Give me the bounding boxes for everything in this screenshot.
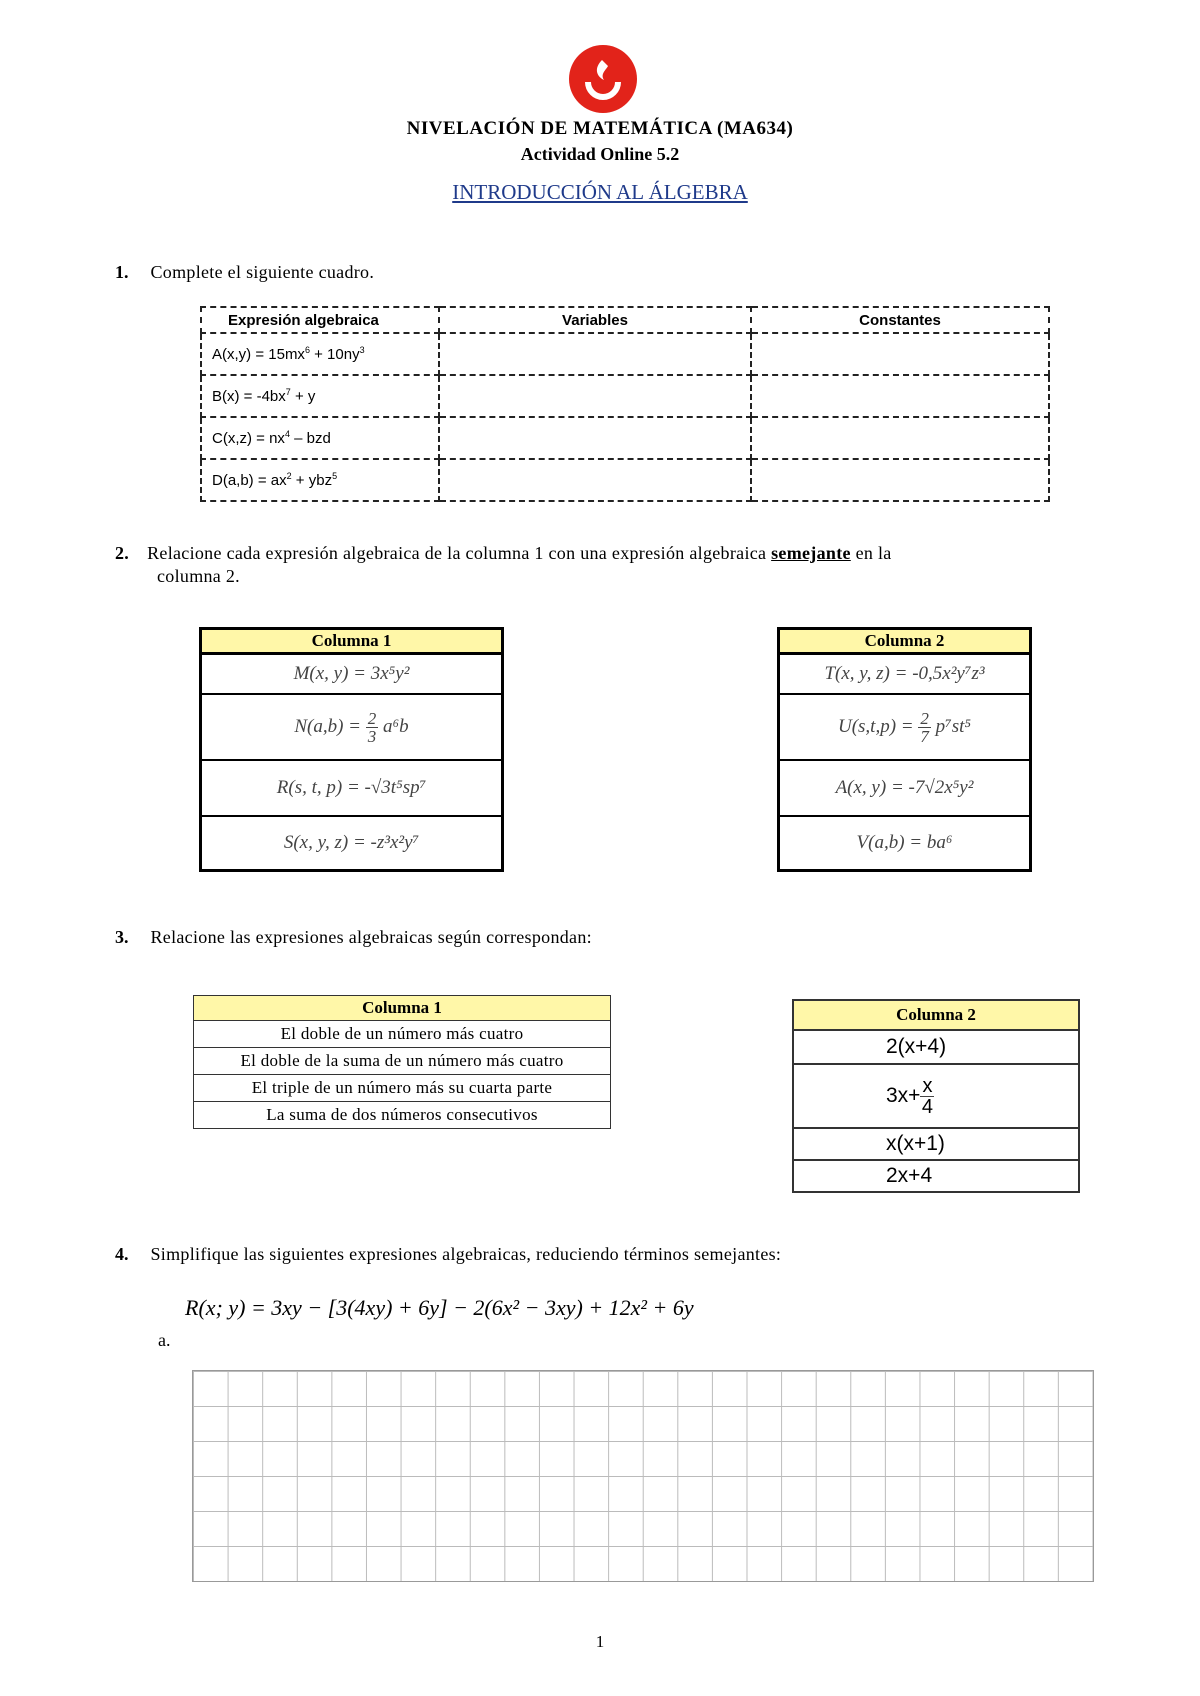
expression-cell[interactable]: 3x+ $\frac{x}{4}$ — [793, 1064, 1079, 1128]
expression-cell: $C(x,z) = nx^4$ – bzd — [201, 417, 439, 459]
expression-cell[interactable]: V(a,b) = ba⁶ — [779, 816, 1031, 871]
phrase-cell[interactable]: El triple de un número más su cuarta parte — [194, 1075, 611, 1102]
table-header: Columna 1 — [201, 629, 503, 654]
question-2: 2. Relacione cada expresión algebraica de la columna 1 con una expresión algebraica semejante en la columna 2. — [115, 543, 1090, 587]
expression-cell[interactable]: 2(x+4) — [793, 1030, 1079, 1064]
phrase-cell[interactable]: El doble de un número más cuatro — [194, 1021, 611, 1048]
phrase-cell[interactable]: El doble de la suma de un número más cuatro — [194, 1048, 611, 1075]
emphasis-word: semejante — [771, 543, 851, 563]
table-header: Constantes — [751, 307, 1049, 333]
question-4 — [115, 1244, 781, 1265]
university-logo — [568, 44, 638, 114]
page-number: 1 — [595, 1632, 605, 1651]
column-2-table — [792, 999, 1080, 1193]
question-number: 3. — [115, 927, 129, 947]
table-header-row — [201, 307, 1049, 333]
expression-cell[interactable]: N(a,b) = $\frac{2}{3}$ a⁶b — [201, 694, 503, 760]
expression-r: R(x; y) = 3xy − [3(4xy) + 6y] − 2(6x² − 3xy) + 12x² + 6y — [185, 1295, 694, 1320]
question-text: Relacione las expresiones algebraicas según correspondan: — [150, 927, 592, 947]
variables-table — [200, 306, 1050, 502]
item-label: a. — [158, 1330, 171, 1350]
table-row — [201, 375, 1049, 417]
expression-cell[interactable]: A(x, y) = -7√2x⁵y² — [779, 760, 1031, 816]
expression-cell: $A(x,y) = 15mx^6 + 10ny^3$ — [201, 333, 439, 375]
expression-cell: $D(a,b) = ax^2 + ybz^5$ — [201, 459, 439, 501]
table-row — [201, 459, 1049, 501]
question-number: 1. — [115, 262, 129, 282]
expression-cell[interactable]: 2x+4 — [793, 1160, 1079, 1192]
topic-title: INTRODUCCIÓN AL ÁLGEBRA — [452, 180, 748, 204]
constants-input-cell[interactable] — [751, 459, 1049, 501]
table-header: Columna 1 — [194, 996, 611, 1021]
column-1-table — [193, 995, 611, 1129]
question-1 — [115, 262, 374, 283]
question-text: Complete el siguiente cuadro. — [150, 262, 375, 282]
expression-cell[interactable]: U(s,t,p) = $\frac{2}{7}$ p⁷st⁵ — [779, 694, 1031, 760]
question-text: Simplifique las siguientes expresiones algebraicas, reduciendo términos semejantes: — [150, 1244, 782, 1264]
table-header: Columna 2 — [793, 1000, 1079, 1030]
expression-cell[interactable]: R(s, t, p) = -√3t⁵sp⁷ — [201, 760, 503, 816]
constants-input-cell[interactable] — [751, 375, 1049, 417]
variables-input-cell[interactable] — [439, 459, 751, 501]
constants-input-cell[interactable] — [751, 417, 1049, 459]
expression-cell: $B(x) = -4bx^7 + y$ — [201, 375, 439, 417]
question-number: 2. — [115, 543, 130, 563]
variables-input-cell[interactable] — [439, 375, 751, 417]
expression-cell[interactable]: x(x+1) — [793, 1128, 1079, 1160]
question-text-continued: columna 2. — [157, 566, 240, 586]
expression-cell[interactable]: T(x, y, z) = -0,5x²y⁷z³ — [779, 654, 1031, 695]
column-1-table — [199, 627, 504, 872]
variables-input-cell[interactable] — [439, 417, 751, 459]
expression-cell[interactable]: S(x, y, z) = -z³x²y⁷ — [201, 816, 503, 871]
table-row — [201, 333, 1049, 375]
activity-title: Actividad Online 5.2 — [520, 144, 680, 164]
constants-input-cell[interactable] — [751, 333, 1049, 375]
table-header: Expresión algebraica — [201, 307, 439, 333]
question-text: Relacione cada expresión algebraica de la columna 1 con una expresión algebraica — [147, 543, 772, 563]
column-2-table — [777, 627, 1032, 872]
table-header: Columna 2 — [779, 629, 1031, 654]
expression-cell[interactable]: M(x, y) = 3x⁵y² — [201, 654, 503, 695]
question-number: 4. — [115, 1244, 129, 1264]
table-header: Variables — [439, 307, 751, 333]
answer-grid[interactable] — [192, 1370, 1094, 1582]
question-3 — [115, 927, 592, 948]
table-row — [201, 417, 1049, 459]
course-title: NIVELACIÓN DE MATEMÁTICA (MA634) — [406, 118, 794, 139]
variables-input-cell[interactable] — [439, 333, 751, 375]
phrase-cell[interactable]: La suma de dos números consecutivos — [194, 1102, 611, 1129]
